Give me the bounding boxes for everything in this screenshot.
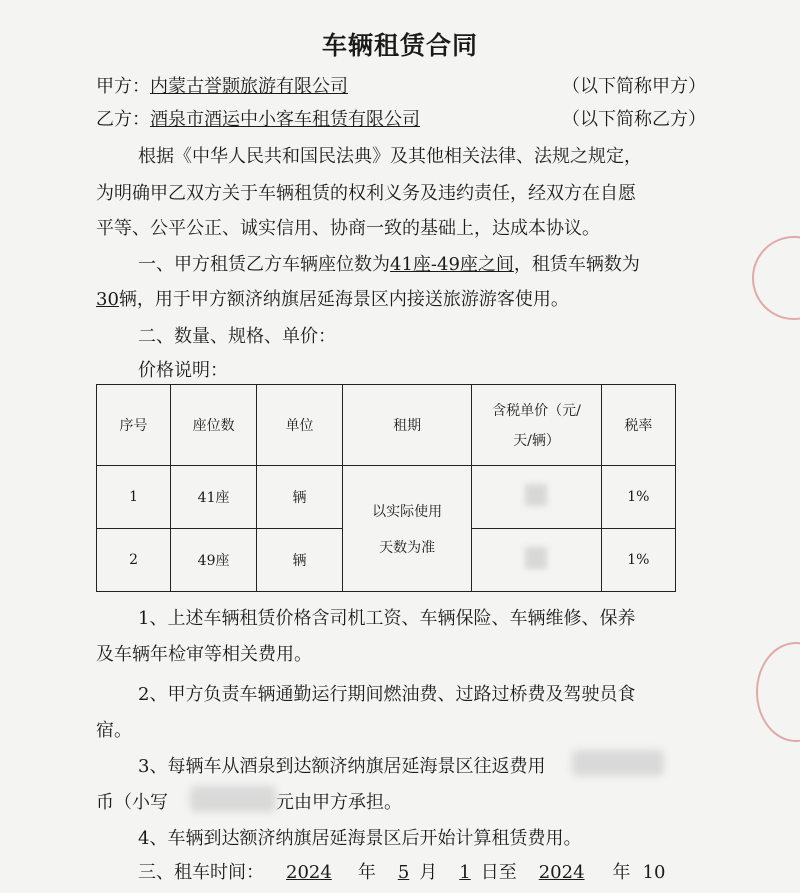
clause-1-text-a: 一、甲方租赁乙方车辆座位数为: [138, 254, 390, 275]
party-a-label: 甲方：: [96, 76, 150, 97]
start-year: 2024: [286, 862, 332, 883]
seal-stamp-partial: [752, 236, 800, 320]
note-3-text-a: 币（小写: [96, 792, 168, 813]
clause-1-text-c: 辆，用于甲方额济纳旗居延海景区内接送旅游游客使用。: [118, 289, 569, 310]
note-3-text-b: 元由甲方承担。: [276, 792, 402, 813]
row-2-unit: 辆: [257, 529, 343, 592]
table-header-row: [97, 385, 676, 466]
redaction-blur: [525, 484, 547, 506]
row-1-tax: 1%: [601, 466, 675, 529]
intro-line-2: 为明确甲乙双方关于车辆租赁的权利义务及违约责任，经双方在自愿: [96, 183, 636, 204]
header-price: [472, 385, 602, 466]
rental-term-line-1: 以实际使用: [372, 503, 443, 520]
clause-1-line-1: [138, 250, 748, 276]
end-year: 2024: [538, 862, 585, 883]
party-a-name: 内蒙古誉颢旅游有限公司: [150, 76, 348, 97]
header-no: 序号: [97, 385, 171, 466]
intro-line-3: 平等、公平公正、诚实信用、协商一致的基础上，达成本协议。: [96, 218, 600, 239]
start-month: 5: [397, 862, 410, 883]
header-price-line-2: 天/辆）: [513, 433, 560, 449]
party-b-label: 乙方：: [96, 109, 150, 130]
row-2-price-redacted: [472, 529, 602, 592]
end-month: 10: [642, 862, 666, 883]
clause-1-count: 30: [96, 289, 119, 310]
note-3-line-2: [96, 788, 706, 814]
row-1-no: 1: [97, 466, 171, 529]
note-4: 4、车辆到达额济纳旗居延海景区后开始计算租赁费用。: [138, 828, 582, 849]
year-char: 年: [357, 862, 376, 883]
party-b-note: （以下简称乙方）: [562, 109, 706, 130]
party-a-note: （以下简称甲方）: [562, 76, 706, 97]
rental-term-cell: [342, 466, 471, 592]
note-3-line-1: 3、每辆车从酒泉到达额济纳旗居延海景区往返费用: [138, 756, 546, 777]
clause-1-text-b: ，租赁车辆数为: [513, 254, 640, 275]
price-table: [96, 384, 676, 592]
row-2-no: 2: [97, 529, 171, 592]
row-2-seats: 49座: [171, 529, 257, 592]
rental-term-line-2: 天数为准: [379, 539, 436, 556]
party-b-name: 酒泉市酒运中小客车租赁有限公司: [150, 109, 420, 130]
header-unit: 单位: [257, 385, 343, 466]
header-seats: 座位数: [171, 385, 257, 466]
note-1-line-2: 及车辆年检审等相关费用。: [96, 644, 312, 665]
day-to-char: 日至: [480, 862, 517, 883]
price-label: 价格说明：: [138, 360, 228, 381]
row-1-seats: 41座: [171, 466, 257, 529]
redaction-blur: [190, 786, 276, 812]
note-2-line-1: 2、甲方负责车辆通勤运行期间燃油费、过路过桥费及驾驶员食: [138, 684, 636, 705]
clause-1-seats: 41座-49座之间: [390, 254, 514, 275]
note-2-line-2: 宿。: [96, 720, 132, 741]
rental-time-line: [138, 858, 748, 884]
redaction-blur: [572, 750, 664, 776]
seal-stamp-partial: [756, 642, 800, 742]
header-price-line-1: 含税单价（元/: [492, 403, 581, 419]
clause-1-line-2: [96, 285, 706, 311]
document-title: 车辆租赁合同: [321, 31, 478, 60]
header-tax: 税率: [601, 385, 675, 466]
row-1-unit: 辆: [257, 466, 343, 529]
header-term: 租期: [342, 385, 471, 466]
redaction-blur: [525, 547, 547, 569]
year-char-2: 年: [612, 862, 631, 883]
party-b-line: [96, 105, 706, 131]
row-2-tax: 1%: [601, 529, 675, 592]
start-day: 1: [459, 862, 471, 883]
row-1-price-redacted: [472, 466, 602, 529]
month-char: 月: [419, 862, 438, 883]
note-1-line-1: 1、上述车辆租赁价格含司机工资、车辆保险、车辆维修、保养: [138, 608, 636, 629]
table-row: [97, 466, 676, 529]
party-a-line: [96, 72, 706, 98]
clause-2-heading: 二、数量、规格、单价：: [138, 326, 336, 347]
intro-line-1: 根据《中华人民共和国民法典》及其他相关法律、法规之规定，: [138, 146, 642, 167]
rental-time-label: 三、租车时间：: [138, 862, 264, 883]
